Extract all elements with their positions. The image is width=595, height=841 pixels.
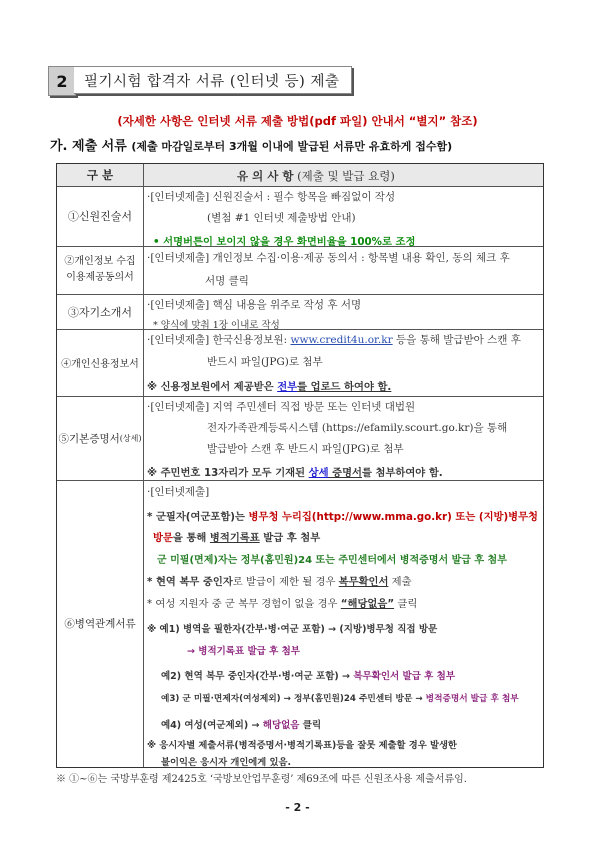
row4-line1	[147, 332, 521, 347]
row5-note-text: ※ 주민번호 13자리가 모두 기재된	[147, 467, 309, 479]
row4-line3	[147, 378, 391, 393]
section-title: 필기시험 합격자 서류 (인터넷 등) 제출	[74, 66, 352, 94]
row6-line1: ·[인터넷제출]	[147, 486, 210, 498]
row3-line2: * 양식에 맞춰 1장 이내로 작성	[153, 320, 280, 331]
row6-female: * 여성 지원자 중 군 복무 경험이 없을 경우	[147, 598, 341, 610]
row5-label-detail: (상세)	[119, 433, 142, 443]
row4-note-end: 를 업로드 하여야 함.	[297, 381, 392, 393]
row5-line3: 발급받아 스캔 후 반드시 파일(JPG)로 첨부	[207, 443, 404, 455]
row2-line1: ·[인터넷제출] 개인정보 수집·이용·제공 동의서 : 항목별 내용 확인, 동의 체크 후	[147, 252, 510, 264]
row6-not-applicable: “해당없음”	[340, 598, 395, 610]
section-number-badge: 2	[48, 66, 76, 96]
subheading-paren: (제출 마감일로부터 3개월 이내에 발급된 서류만 유효하게 접수함)	[131, 140, 453, 153]
row-label-privacy-consent	[57, 246, 143, 294]
row6-example2	[161, 668, 455, 682]
row4-line1-text-end: 등을 통해 발급받아 스캔 후	[392, 334, 521, 346]
row1-line2: (별첨 #1 인터넷 제출방법 안내)	[207, 212, 356, 224]
row5-line2: 전자가족관계등록시스템 (https://efamily.scourt.go.kr)을 통해	[207, 422, 508, 434]
row6-via: 을 통해	[172, 532, 210, 544]
row5-note-detail: 상세	[308, 467, 329, 479]
header-col-category: 구 분	[86, 168, 114, 182]
row4-line2: 반드시 파일(JPG)로 첨부	[207, 356, 323, 368]
column-divider	[143, 164, 144, 767]
subheading	[50, 135, 452, 154]
row6-warning-line1: ※ 응시자별 제출서류(병적증명서·병적기록표)등을 잘못 제출할 경우 발생한	[147, 740, 457, 751]
header-col-notes	[237, 168, 395, 184]
row6-ex4-result: 해당없음	[262, 720, 300, 731]
row-label-basic-certificate	[57, 396, 143, 480]
row-label-credit-info: ④개인신용정보서	[61, 359, 139, 370]
row2-line2: 서명 클릭	[205, 275, 249, 287]
credit-site-link[interactable]: www.credit4u.or.kr	[290, 334, 393, 346]
row4-line1-text: ·[인터넷제출] 한국신용정보원:	[147, 334, 291, 346]
row-label-self-introduction: ③자기소개서	[67, 305, 133, 319]
row6-ex3-text: 예3) 군 미필·면제자(여성제외) → 정부(홈민원)24 주민센터 방문 →	[161, 694, 426, 704]
row6-ex4-text: 예4) 여성(여군제외) →	[161, 720, 263, 731]
row5-note-cert: 증명서	[328, 467, 362, 479]
row6-example1: ※ 예1) 병역을 필한자(간부·병·여군 포함) → (지방)병무청 직접 방문	[147, 624, 438, 635]
row5-line4	[147, 464, 443, 479]
row6-example3	[161, 692, 519, 704]
row6-example4	[161, 717, 321, 731]
footnote: ※ ①~⑥는 국방부훈령 제2425호 ‘국방보안업무훈령’ 제69조에 따른 신원조사용 제출서류임.	[56, 774, 467, 785]
row6-submit: 제출	[388, 576, 412, 588]
row6-attach: 발급 후 첨부	[259, 532, 321, 544]
row6-ex2-text: 예2) 현역 복무 중인자(간부·병·여군 포함) →	[161, 671, 354, 682]
row6-line3	[153, 529, 320, 544]
row5-line1: ·[인터넷제출] 지역 주민센터 직접 방문 또는 인터넷 대법원	[147, 401, 416, 413]
row5-label-main: ⑤기본증명서	[58, 432, 120, 445]
row6-line2	[147, 508, 538, 523]
row6-line6	[147, 595, 417, 610]
row1-line3: • 서명버튼이 보이지 않을 경우 화면비율을 100%로 조정	[153, 236, 416, 248]
row6-line2-text: * 군필자(여군포함)는	[147, 511, 249, 523]
row5-note-end: 를 첨부하여야 함.	[361, 467, 443, 479]
row6-ex4-click: 클릭	[299, 720, 322, 731]
row6-limit: 로 발급이 제한 될 경우	[232, 576, 339, 588]
header-notes-main: 유 의 사 항	[237, 169, 294, 183]
row-label-military-docs: ⑥병역관계서류	[64, 618, 136, 630]
row3-line1: ·[인터넷제출] 핵심 내용을 위주로 작성 후 서명	[147, 299, 362, 311]
row6-ex3-result: 병적증명서 발급 후 첨부	[425, 694, 519, 704]
row6-line5	[147, 573, 412, 588]
row4-note-text: ※ 신용정보원에서 제공받은	[147, 381, 278, 393]
row6-example1-result: → 병적기록표 발급 후 첨부	[187, 646, 300, 657]
row6-service-cert: 복무확인서	[338, 576, 389, 588]
documents-table	[56, 163, 544, 768]
page-number: - 2 -	[285, 801, 310, 814]
row6-line4: 군 미필(면제)자는 정부(홈민원)24 또는 주민센터에서 병적증명서 발급 후 첨부	[157, 555, 507, 566]
row4-note-emphasis: 전부	[277, 381, 298, 393]
row2-label-line2: 이용제공동의서	[66, 272, 134, 283]
row6-record: 병적기록표	[209, 532, 260, 544]
row6-visit: 방문	[153, 532, 173, 544]
row6-click: 클릭	[394, 598, 418, 610]
reference-notice: (자세한 사항은 인터넷 서류 제출 방법(pdf 파일) 안내서 “별지” 참조)	[117, 114, 478, 128]
header-notes-sub: (제출 및 발급 요령)	[297, 169, 395, 183]
mma-site-link[interactable]: 병무청 누리집(http://www.mma.go.kr) 또는 (지방)병무청	[248, 511, 539, 523]
row1-line1: ·[인터넷제출] 신원진술서 : 필수 항목을 빠짐없이 작성	[147, 191, 396, 203]
row6-active-duty: * 현역 복무 중인자	[147, 576, 233, 588]
row2-label-line1: ②개인정보 수집	[64, 256, 136, 267]
row-label-personal-statement: ①신원진술서	[67, 210, 133, 223]
subheading-main: 가. 제출 서류	[50, 139, 127, 154]
row6-ex2-result: 복무확인서 발급 후 첨부	[353, 671, 456, 682]
row6-warning-line2: 불이익은 응시자 개인에게 있음.	[161, 757, 291, 768]
